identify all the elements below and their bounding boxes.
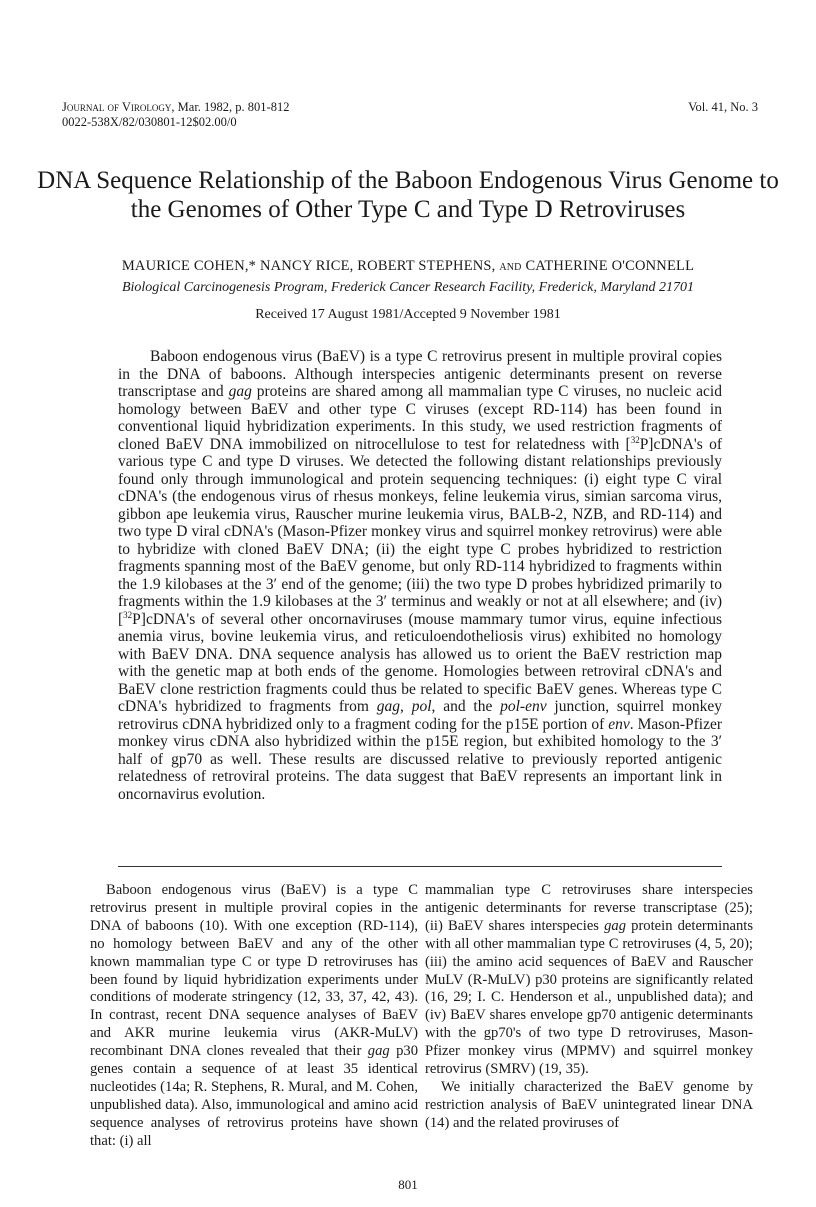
body-paragraph <box>90 882 418 1151</box>
gene-pol-env: pol-env <box>500 698 547 715</box>
gene-gag: gag <box>228 383 252 400</box>
running-header <box>62 100 289 130</box>
received-date: Received 17 August 1981/Accepted 9 November 1981 <box>255 307 561 322</box>
author-list <box>60 258 756 275</box>
isotope-superscript: 32 <box>630 434 640 445</box>
body-text: p30 genes contain a sequence of at least 35 identical nucleotides (14a; R. Stephens, R. Mural, and M. Cohen, unpublished data). Also, immunological and amino acid sequence analyses of retrovirus proteins have shown that: (i) all <box>90 1043 418 1149</box>
abstract-text: proteins are shared among all mammalian type C viruses, no nucleic acid homology between BaEV and other type C viruses (except RD-114) has been found in conventional liquid hybridization experiments. In this study, we used restriction fragments of cloned BaEV DNA immobilized on nitrocellulose to test for relatedness with [ <box>118 383 722 453</box>
abstract-text: . Mason-Pfizer monkey virus cDNA also hybridized within the p15E region, but exhibited homology to the 3′ half of gp70 as well. These results are discussed relative to previously reported antigenic relatedness of retroviral proteins. The data suggest that BaEV represents an important link in oncornavirus evolution. <box>118 715 722 803</box>
page-number: 801 <box>398 1177 418 1192</box>
abstract-text: P]cDNA's of various type C and type D viruses. We detected the following distant relationships previously found only through immunological and protein sequencing techniques: (i) eight type C viral cDNA's (the endogenous virus of rhesus monkeys, feline leukemia virus, simian sarcoma virus, gibbon ape leukemia virus, Rauscher murine leukemia virus, BALB-2, NZB, and RD-114) and two type D viral cDNA's (Mason-Pfizer monkey virus and squirrel monkey retrovirus) were able to hybridize with cloned BaEV DNA; (ii) the eight type C probes hybridized to restriction fragments spanning most of the BaEV genome, but only RD-114 hybridized to fragments within the 1.9 kilobases at the 3′ end of the genome; (iii) the two type D probes hybridized primarily to fragments within the 1.9 kilobases at the 3′ terminus and weakly or not at all elsewhere; and (iv) [ <box>118 435 722 628</box>
body-paragraph: We initially characterized the BaEV genome by restriction analysis of BaEV unintegrated linear DNA (14) and the related proviruses of <box>425 1078 753 1131</box>
gene-gag: gag <box>367 1043 390 1060</box>
body-paragraph <box>425 882 753 1079</box>
abstract-text: Baboon endogenous virus (BaEV) is a type C retrovirus present in multiple proviral copies in the DNA of baboons. Although interspecies antigenic determinants present on reverse transcriptase and <box>118 348 722 400</box>
gene-env: env <box>608 715 630 733</box>
abstract-text: P]cDNA's of several other oncornaviruses (mouse mammary tumor virus, equine infectious anemia virus, bovine leukemia virus, and reticuloendotheliosis virus) exhibited no homology with BaEV DNA. DNA sequence analysis has allowed us to orient the BaEV restriction map with the genetic map at both ends of the genome. Homologies between retroviral cDNA's and BaEV clone restriction fragments could thus be related to specific BaEV genes. Whereas type C cDNA's hybridized to fragments from <box>118 610 722 715</box>
volume-info: Vol. 41, No. 3 <box>688 100 758 114</box>
body-column-left <box>90 882 418 1151</box>
journal-issue: , Mar. 1982, p. 801-812 <box>171 100 290 114</box>
authors-last: CATHERINE O'CONNELL <box>525 258 695 274</box>
article-title: DNA Sequence Relationship of the Baboon Endogenous Virus Genome to the Genomes of Other Type C and Type D Retroviruses <box>37 167 779 223</box>
abstract-text: junction, squirrel monkey retrovirus cDNA hybridized only to a fragment coding for the p15E portion of <box>118 698 722 733</box>
authors-first: MAURICE COHEN,* NANCY RICE, ROBERT STEPHENS, <box>121 258 496 274</box>
isotope-superscript: 32 <box>123 609 133 620</box>
gene-pol: pol <box>411 698 432 715</box>
affiliation: Biological Carcinogenesis Program, Frederick Cancer Research Facility, Frederick, Maryland 21701 <box>121 280 695 295</box>
body-text: protein determinants with all other mammalian type C retroviruses (4, 5, 20); (iii) the amino acid sequences of BaEV and Rauscher MuLV (R-MuLV) p30 proteins are significantly related (16, 29; I. C. Henderson et al., unpublished data); and (iv) BaEV shares envelope gp70 antigenic determinants with the gp70's of two type D retroviruses, Mason-Pfizer monkey virus (MPMV) and squirrel monkey retrovirus (SMRV) (19, 35). <box>425 917 753 1078</box>
abstract-text: , <box>400 698 412 715</box>
gene-gag: gag <box>604 917 627 934</box>
authors-conjunction: and <box>495 258 526 274</box>
abstract-text: , and the <box>431 698 501 715</box>
body-column-right <box>425 882 753 1133</box>
section-divider <box>118 866 722 867</box>
abstract <box>118 348 722 803</box>
body-text: mammalian type C retroviruses share interspecies antigenic determinants for reverse transcriptase (25); (ii) BaEV shares interspecies <box>425 882 753 934</box>
journal-name: Journal of Virology <box>62 100 172 114</box>
gene-gag: gag <box>376 698 401 715</box>
body-text: Baboon endogenous virus (BaEV) is a type C retrovirus present in multiple proviral copies in the DNA of baboons (10). With one exception (RD-114), no homology between BaEV and any of the other known mammalian type C or type D retroviruses has been found by liquid hybridization experiments under conditions of moderate stringency (12, 33, 37, 42, 43). In contrast, recent DNA sequence analyses of BaEV and AKR murine leukemia virus (AKR-MuLV) recombinant DNA clones revealed that their <box>90 882 418 1060</box>
article-code: 0022-538X/82/030801-12$02.00/0 <box>62 115 237 129</box>
